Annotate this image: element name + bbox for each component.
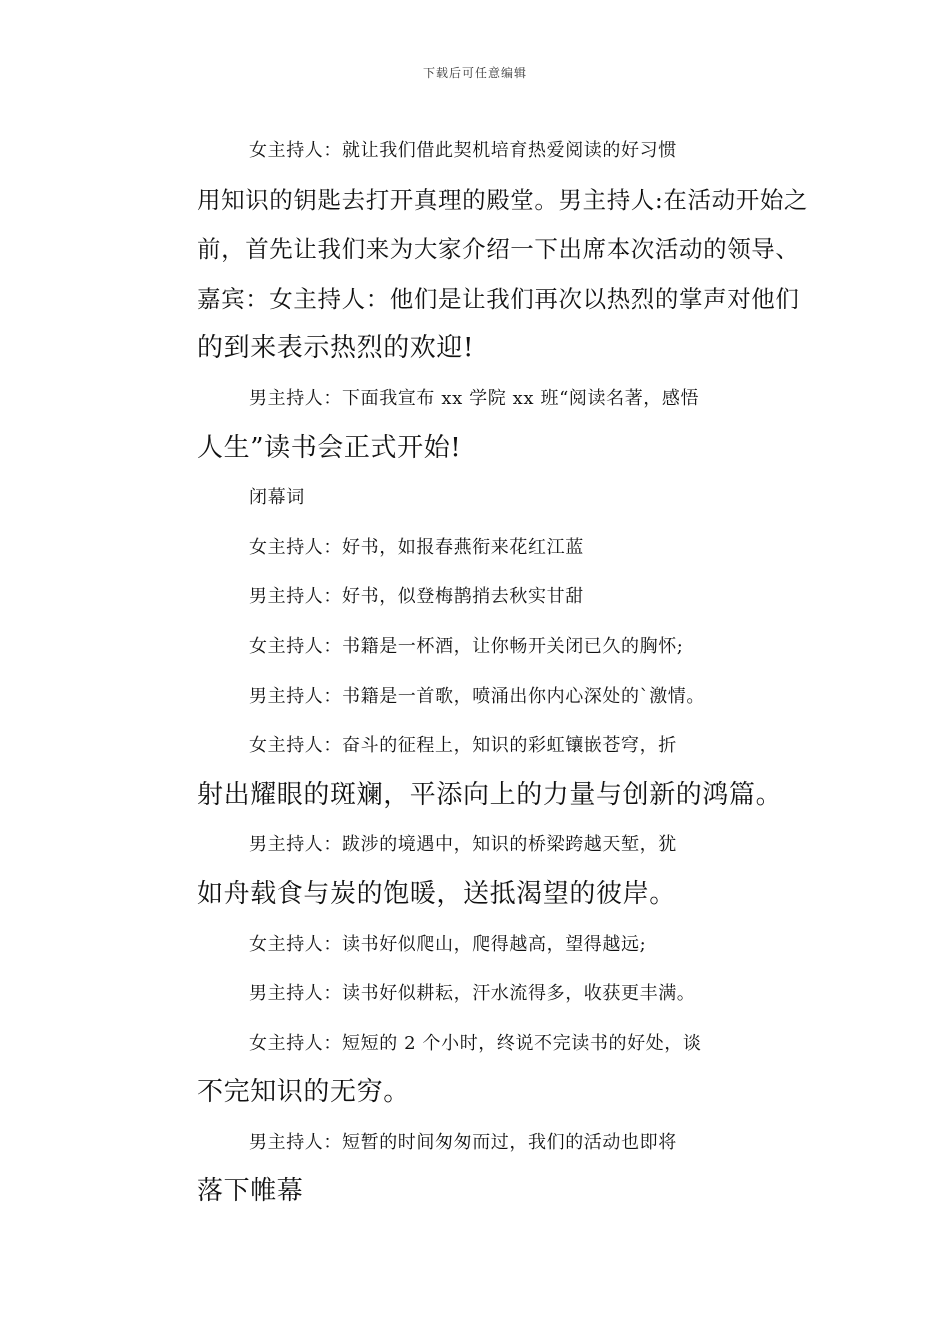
text-line: 用知识的钥匙去打开真理的殿堂。男主持人:在活动开始之 (197, 185, 809, 214)
text-line: 落下帷幕 (197, 1176, 304, 1207)
text-line: 男主持人：读书好似耕耘，汗水流得多，收获更丰满。 (249, 983, 696, 1005)
text-line: 女主持人：奋斗的征程上，知识的彩虹镶嵌苍穹，折 (249, 735, 677, 757)
paragraph (145, 920, 810, 970)
paragraph (145, 523, 810, 573)
text-line: 女主持人：好书，如报春燕衔来花红江蓝 (249, 536, 584, 558)
text-line: 男主持人：短暂的时间匆匆而过，我们的活动也即将 (249, 1131, 677, 1153)
text-line: 的到来表示热烈的欢迎! (197, 333, 475, 364)
paragraph (145, 820, 810, 919)
paragraph (145, 969, 810, 1019)
text-line: 射出耀眼的斑斓，平添向上的力量与创新的鸿篇。 (197, 779, 783, 810)
text-line: 人生”读书会正式开始! (197, 432, 462, 463)
section-heading (145, 473, 810, 523)
text-line: 嘉宾：女主持人：他们是让我们再次以热烈的掌声对他们 (197, 284, 800, 313)
paragraph (145, 126, 810, 374)
paragraph (145, 622, 810, 672)
text-line: 男主持人：书籍是一首歌，喷涌出你内心深处的`激情。 (249, 685, 705, 707)
text-line: 男主持人：好书，似登梅鹊捎去秋实甘甜 (249, 586, 584, 608)
text-line: 如舟载食与炭的饱暖，送抵渴望的彼岸。 (197, 878, 676, 909)
paragraph (145, 1118, 810, 1217)
text-line: 女主持人：书籍是一杯酒，让你畅开关闭已久的胸怀; (249, 635, 684, 657)
paragraph (145, 572, 810, 622)
text-line: 男主持人：跋涉的境遇中，知识的桥梁跨越天堑，犹 (249, 834, 677, 856)
page-header: 下载后可任意编辑 (422, 66, 527, 80)
text-line: 男主持人：下面我宣布 xx 学院 xx 班“阅读名著，感悟 (249, 387, 700, 409)
text-line: 不完知识的无穷。 (197, 1077, 410, 1108)
text-line: 女主持人：短短的 2 个小时，终说不完读书的好处，谈 (249, 1032, 702, 1054)
document-body (145, 126, 810, 1217)
paragraph (145, 1019, 810, 1118)
text-line: 女主持人：读书好似爬山，爬得越高，望得越远; (249, 933, 647, 955)
paragraph (145, 721, 810, 820)
text-line: 前，首先让我们来为大家介绍一下出席本次活动的领导、 (197, 235, 800, 264)
text-line: 女主持人：就让我们借此契机培育热爱阅读的好习惯 (249, 140, 677, 161)
paragraph (145, 672, 810, 722)
paragraph (145, 374, 810, 473)
text-line: 闭幕词 (249, 487, 305, 509)
